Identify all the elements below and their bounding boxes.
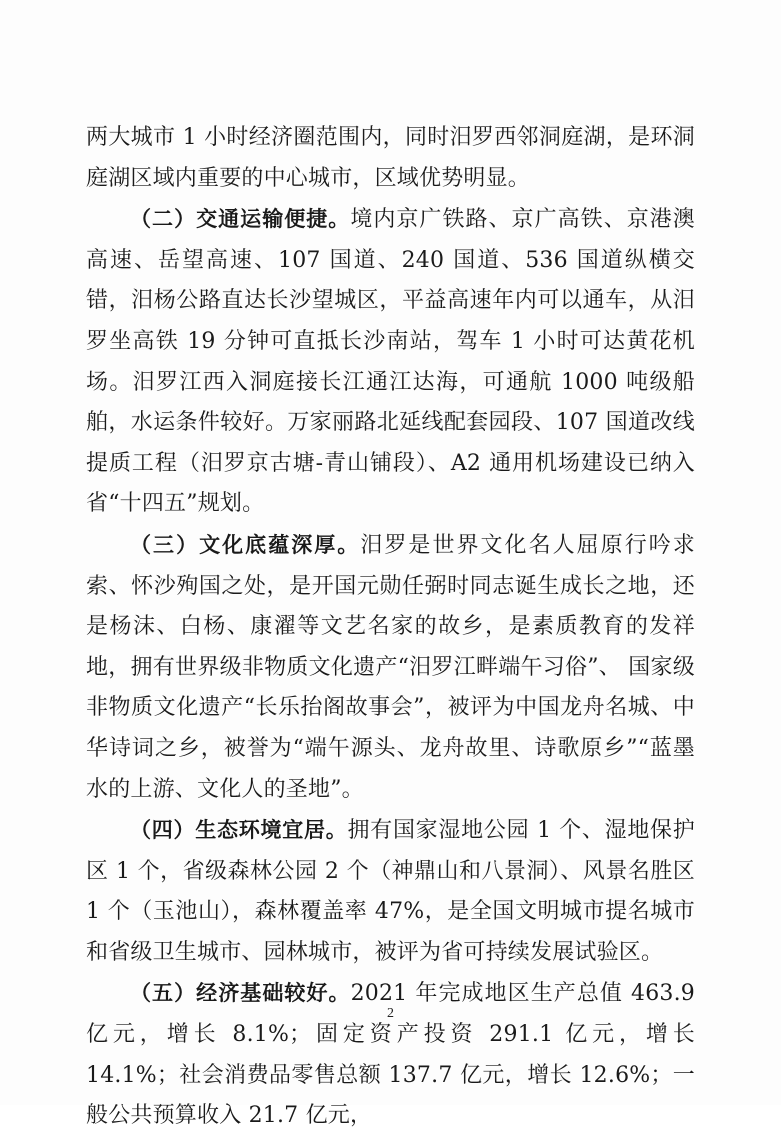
section-heading-transportation: （二）交通运输便捷。	[130, 207, 351, 232]
section-heading-ecology: （四）生态环境宜居。	[130, 818, 348, 843]
paragraph-text: 境内京广铁路、京广高铁、京港澳高速、岳望高速、107 国道、240 国道、536 国道纵横交错，汨杨公路直达长沙望城区，平益高速年内可以通车，从汨罗坐高铁 19 分钟可直抵长沙南站，驾车 1 小时可达黄花机场。汨罗江西入洞庭接长江通江达海，可通航 1000 吨级船舶，水运条件较好。万家丽路北延线配套园段、107 国道改线提质工程（汨罗京古塘-青山铺段）、A2 通用机场建设已纳入省“十四五”规划。	[86, 207, 695, 517]
paragraph-text: 2021 年完成地区生产总值 463.9 亿元，增长 8.1%；固定资产投资 291.1 亿元，增长 14.1%；社会消费品零售总额 137.7 亿元，增长 12.6%；一般公共预算收入 21.7 亿元，	[86, 981, 695, 1129]
paragraph-transportation	[86, 199, 695, 525]
page-number: 2	[387, 1006, 394, 1021]
paragraph-text: 汨罗是世界文化名人屈原行吟求索、怀沙殉国之处，是开国元勋任弼时同志诞生成长之地，还是杨沫、白杨、康濯等文艺名家的故乡，是素质教育的发祥地，拥有世界级非物质文化遗产“汨罗江畔端午习俗”、 国家级非物质文化遗产“长乐抬阁故事会”，被评为中国龙舟名城、中华诗词之乡，被誉为“端午源头、龙舟故里、诗歌原乡”“蓝墨水的上游、文化人的圣地”。	[86, 532, 695, 802]
paragraph-culture	[86, 525, 695, 810]
section-heading-culture: （三）文化底蕴深厚。	[130, 532, 361, 557]
section-heading-economy: （五）经济基础较好。	[130, 981, 351, 1006]
paragraph-continuation	[86, 118, 695, 199]
paragraph-text: 两大城市 1 小时经济圈范围内，同时汨罗西邻洞庭湖，是环洞庭湖区域内重要的中心城市，区域优势明显。	[86, 125, 695, 191]
paragraph-ecology	[86, 810, 695, 973]
paragraph-economy	[86, 973, 695, 1136]
paragraph-text: 拥有国家湿地公园 1 个、湿地保护区 1 个，省级森林公园 2 个（神鼎山和八景洞）、风景名胜区 1 个（玉池山），森林覆盖率 47%，是全国文明城市提名城市和省级卫生城市、园林城市，被评为省可持续发展试验区。	[86, 818, 696, 965]
